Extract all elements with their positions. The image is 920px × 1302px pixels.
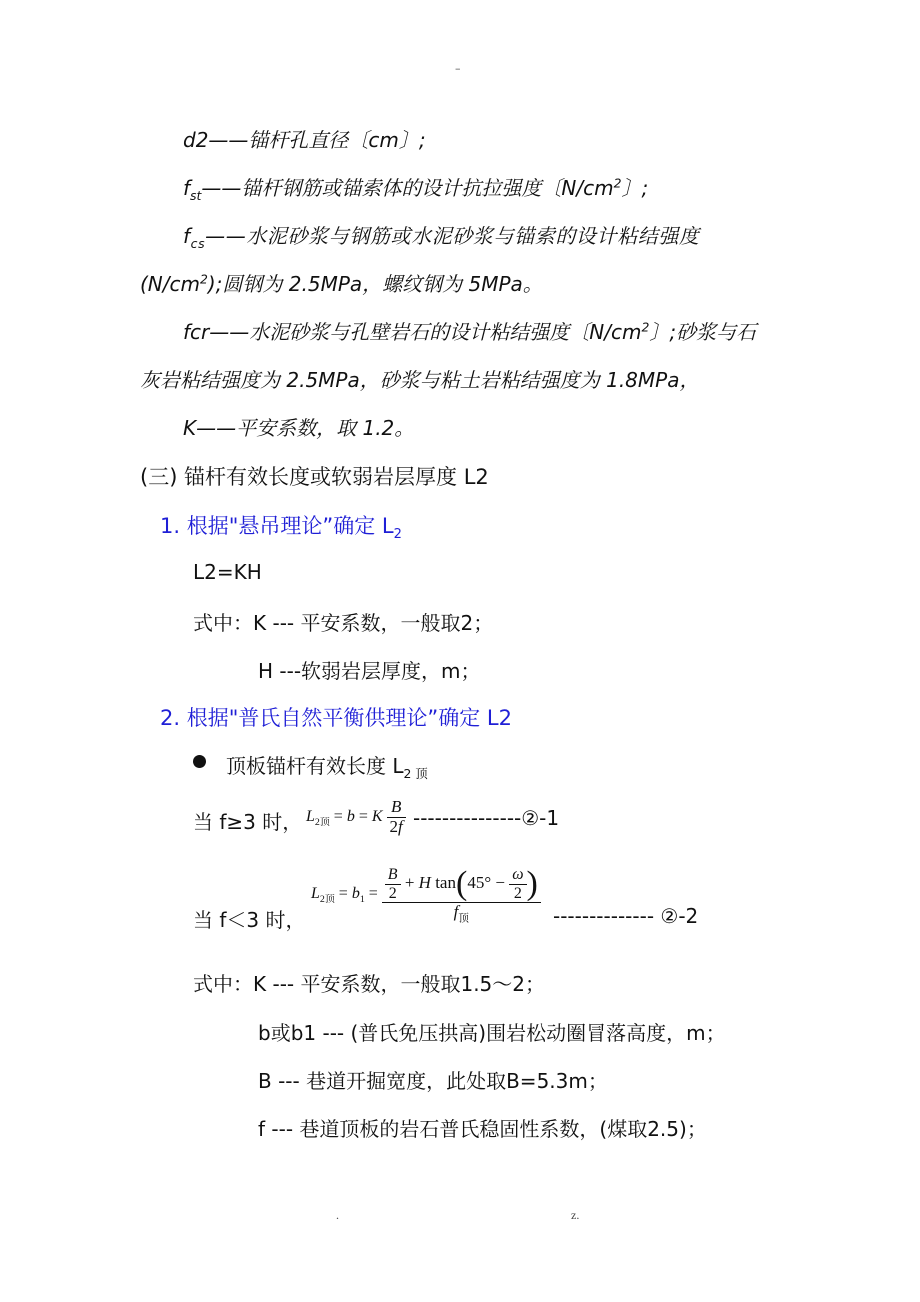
bullet-text-sub: 2 顶 — [403, 766, 428, 781]
item2-heading: 2. 根据"普氏自然平衡供理论”确定 L2 — [160, 706, 512, 730]
section-heading: (三) 锚杆有效长度或软弱岩层厚度 L2 — [140, 465, 489, 489]
item1-heading-text: 1. 根据"悬吊理论”确定 L — [160, 514, 394, 538]
item2-note-b: b或b1 --- (普氏免压拱高)围岩松动圈冒落高度，m； — [258, 1021, 726, 1045]
eq2-condition: 当 f＜3 时， — [193, 908, 306, 932]
bullet-text — [226, 750, 428, 782]
item1-heading-sub: 2 — [393, 527, 402, 543]
item1-formula: L2=KH — [193, 560, 262, 584]
eq2-tail: -------------- ②-2 — [553, 904, 699, 928]
fst-subscript: st — [190, 188, 202, 203]
fcr-a: fcr——水泥砂浆与孔壁岩石的设计粘结强度〔N/cm — [183, 320, 642, 344]
header-mark: – — [455, 62, 461, 75]
eq1-tail: ---------------②-1 — [413, 806, 560, 830]
eq2-formula: $L_{2顶} = b_1$ = $\frac{B}{2}$ + H tan(45° − $\frac{\omega}{2}$ ) $f_顶$ — [311, 866, 541, 925]
fcs-cont-sup: 2 — [199, 271, 208, 287]
fcr-b: 〕;砂浆与石 — [649, 320, 757, 344]
item1-note-k: 式中：K --- 平安系数，一般取2； — [193, 611, 494, 635]
fcs-cont-a: (N/cm — [140, 272, 200, 296]
fcr-sup: 2 — [641, 319, 650, 335]
footer-right-mark: z. — [571, 1208, 580, 1222]
def-fcr — [183, 316, 756, 345]
eq1-formula: $L_{2顶} = b = K$ $\frac{B}{2f}$ — [306, 798, 406, 836]
fcs-text: ——水泥砂浆与钢筋或水泥砂浆与锚索的设计粘结强度 — [205, 224, 700, 248]
item2-note-width: B --- 巷道开掘宽度，此处取B=5.3m； — [258, 1069, 608, 1093]
fcs-subscript: cs — [190, 236, 206, 251]
bullet-icon — [193, 755, 206, 768]
def-fcs — [183, 220, 700, 251]
item1-heading — [160, 510, 402, 542]
item2-note-k: 式中：K --- 平安系数，一般取1.5～2； — [193, 972, 546, 996]
def-fcr-cont: 灰岩粘结强度为 2.5MPa，砂浆与粘土岩粘结强度为 1.8MPa， — [140, 368, 700, 392]
fst-superscript: 2 — [613, 175, 622, 191]
fcs-cont-b: );圆钢为 2.5MPa，螺纹钢为 5MPa。 — [207, 272, 543, 296]
def-fst — [183, 172, 648, 203]
fst-text: ——锚杆钢筋或锚索体的设计抗拉强度〔N/cm — [201, 176, 614, 200]
def-d2: d2——锚杆孔直径〔cm〕; — [183, 128, 426, 152]
eq1-condition: 当 f≥3 时， — [193, 810, 303, 834]
footer-left-mark: . — [336, 1208, 339, 1222]
def-fcs-cont — [140, 268, 543, 297]
fcs-symbol: f — [183, 224, 191, 248]
def-k: K——平安系数，取 1.2。 — [183, 416, 415, 440]
item1-note-h: H ---软弱岩层厚度，m； — [258, 659, 481, 683]
bullet-text-main: 顶板锚杆有效长度 L — [226, 754, 404, 778]
fst-text-end: 〕; — [621, 176, 649, 200]
item2-note-f: f --- 巷道顶板的岩石普氏稳固性系数，(煤取2.5)； — [258, 1117, 707, 1141]
fst-symbol: f — [183, 176, 191, 200]
